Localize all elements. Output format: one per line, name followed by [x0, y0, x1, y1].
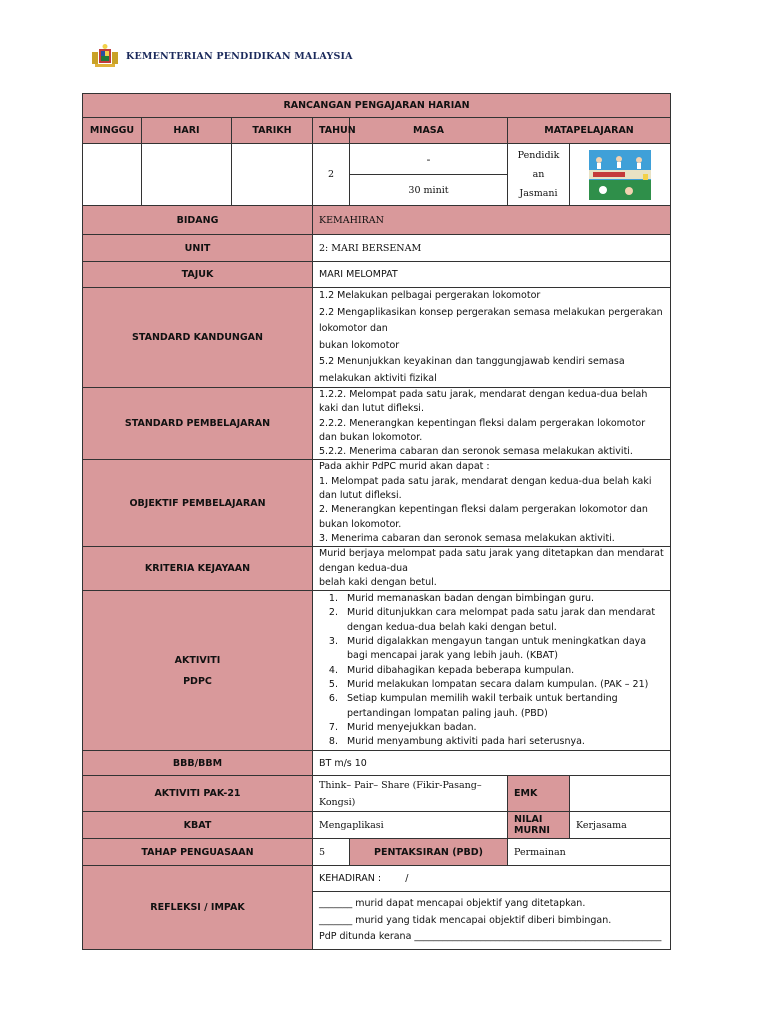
bidang-label: BIDANG [83, 206, 313, 235]
pak21-label: AKTIVITI PAK-21 [83, 776, 313, 812]
value-tahun: 2 [313, 144, 350, 206]
kriteria-line-1: Murid berjaya melompat pada satu jarak yang ditetapkan dan mendarat dengan kedua-dua [319, 548, 664, 574]
obj-line-2: 1. Melompat pada satu jarak, mendarat dengan kedua-dua belah kaki dan lutut difleksi. [319, 475, 652, 502]
subject-line-1: Pendidik [517, 150, 560, 161]
bidang-value: KEMAHIRAN [313, 206, 671, 235]
tajuk-value: MARI MELOMPAT [313, 262, 671, 288]
unit-label: UNIT [83, 235, 313, 262]
kbat-value: Mengaplikasi [313, 812, 508, 839]
aktiviti-item-8: 8. Murid menyambung aktiviti pada hari seterusnya. [341, 735, 664, 749]
emk-label: EMK [508, 776, 570, 812]
sp-line-1: 1.2.2. Melompat pada satu jarak, mendarat dengan kedua-dua belah kaki dan lutut difleksi. [319, 389, 648, 415]
sk-line-2: 2.2 Mengaplikasikan konsep pergerakan semasa melakukan pergerakan lokomotor dan [319, 306, 663, 334]
header-tarikh: TARIKH [232, 118, 313, 144]
value-hari [142, 144, 232, 206]
obj-line-3: 2. Menerangkan kepentingan fleksi dalam pergerakan lokomotor dan bukan lokomotor. [319, 504, 648, 530]
tahap-value: 5 [313, 839, 350, 866]
aktiviti-value [313, 591, 671, 751]
refleksi-line-3: PdP ditunda kerana ____________________________________________________ [319, 931, 662, 943]
aktiviti-item-3: 3. Murid digalakkan mengayun tangan untuk meningkatkan daya bagi mencapai jarak yang lebih jauh. (KBAT) [341, 635, 664, 664]
objektif-value [313, 460, 671, 547]
obj-line-1: Pada akhir PdPC murid akan dapat : [319, 461, 490, 473]
value-subject [508, 144, 570, 206]
header-masa: MASA [350, 118, 508, 144]
header-tahun: TAHUN [313, 118, 350, 144]
sk-line-1: 1.2 Melakukan pelbagai pergerakan lokomotor [319, 290, 541, 301]
letterhead [90, 42, 353, 70]
aktiviti-item-6: 6. Setiap kumpulan memilih wakil terbaik untuk bertanding pertandingan lompatan paling jauh. (PBD) [341, 692, 664, 721]
subject-line-3: Jasmani [519, 188, 558, 199]
table-title: RANCANGAN PENGAJARAN HARIAN [83, 94, 671, 118]
aktiviti-item-7: 7. Murid menyejukkan badan. [341, 721, 664, 735]
nilai-murni-value: Kerjasama [570, 812, 671, 839]
pendidikan-jasmani-book-icon [589, 150, 651, 200]
sp-line-3: 5.2.2. Menerima cabaran dan seronok semasa melakukan aktiviti. [319, 446, 633, 458]
value-tarikh [232, 144, 313, 206]
kriteria-value [313, 547, 671, 591]
aktiviti-item-5: 5. Murid melakukan lompatan secara dalam kumpulan. (PAK – 21) [341, 678, 664, 692]
refleksi-line-2: _______ murid yang tidak mencapai objektif diberi bimbingan. [319, 914, 612, 926]
header-matapelajaran: MATAPELAJARAN [508, 118, 671, 144]
value-masa-top: - [350, 144, 508, 175]
pbd-value: Permainan [508, 839, 671, 866]
standard-pembelajaran-value [313, 388, 671, 460]
tajuk-label: TAJUK [83, 262, 313, 288]
kriteria-line-2: belah kaki dengan betul. [319, 576, 437, 588]
standard-kandungan-value [313, 288, 671, 388]
aktiviti-label-1: AKTIVITI [174, 654, 221, 666]
aktiviti-label [83, 591, 313, 751]
value-masa-bottom: 30 minit [350, 175, 508, 206]
kbat-label: KBAT [83, 812, 313, 839]
aktiviti-item-1: 1. Murid memanaskan badan dengan bimbingan guru. [341, 592, 664, 606]
bbb-label: BBB/BBM [83, 751, 313, 776]
tahap-label: TAHAP PENGUASAAN [83, 839, 313, 866]
lesson-plan-table [82, 93, 671, 950]
pak21-value: Think– Pair– Share (Fikir-Pasang– Kongsi) [313, 776, 508, 812]
subject-line-2: an [532, 169, 545, 180]
malaysia-crest-logo [90, 43, 120, 69]
ministry-name: KEMENTERIAN PENDIDIKAN MALAYSIA [126, 50, 353, 62]
emk-value [570, 776, 671, 812]
kriteria-label: KRITERIA KEJAYAAN [83, 547, 313, 591]
refleksi-line-1: _______ murid dapat mencapai objektif yang ditetapkan. [319, 898, 586, 910]
refleksi-value [313, 892, 671, 950]
textbook-cover-image [570, 144, 671, 206]
nilai-murni-label: NILAI MURNI [508, 812, 570, 839]
standard-pembelajaran-label: STANDARD PEMBELAJARAN [83, 388, 313, 460]
aktiviti-list [319, 592, 664, 749]
standard-kandungan-label: STANDARD KANDUNGAN [83, 288, 313, 388]
obj-line-4: 3. Menerima cabaran dan seronok semasa melakukan aktiviti. [319, 532, 615, 544]
value-minggu [83, 144, 142, 206]
sp-line-2: 2.2.2. Menerangkan kepentingan fleksi dalam pergerakan lokomotor dan bukan lokomotor. [319, 417, 646, 443]
aktiviti-item-2: 2. Murid ditunjukkan cara melompat pada satu jarak dan mendarat dengan kedua-dua belah kaki dengan betul. [341, 606, 664, 635]
unit-value: 2: MARI BERSENAM [313, 235, 671, 262]
sk-line-4: 5.2 Menunjukkan keyakinan dan tanggungjawab kendiri semasa melakukan aktiviti fizikal [319, 356, 625, 384]
refleksi-label: REFLEKSI / IMPAK [83, 866, 313, 950]
aktiviti-item-4: 4. Murid dibahagikan kepada beberapa kumpulan. [341, 664, 664, 678]
objektif-label: OBJEKTIF PEMBELAJARAN [83, 460, 313, 547]
header-hari: HARI [142, 118, 232, 144]
header-minggu: MINGGU [83, 118, 142, 144]
sk-line-3: bukan lokomotor [319, 339, 400, 351]
bbb-value: BT m/s 10 [313, 751, 671, 776]
pbd-label: PENTAKSIRAN (PBD) [350, 839, 508, 866]
aktiviti-label-2: PDPC [183, 675, 212, 687]
kehadiran-field: KEHADIRAN : / [313, 866, 671, 892]
